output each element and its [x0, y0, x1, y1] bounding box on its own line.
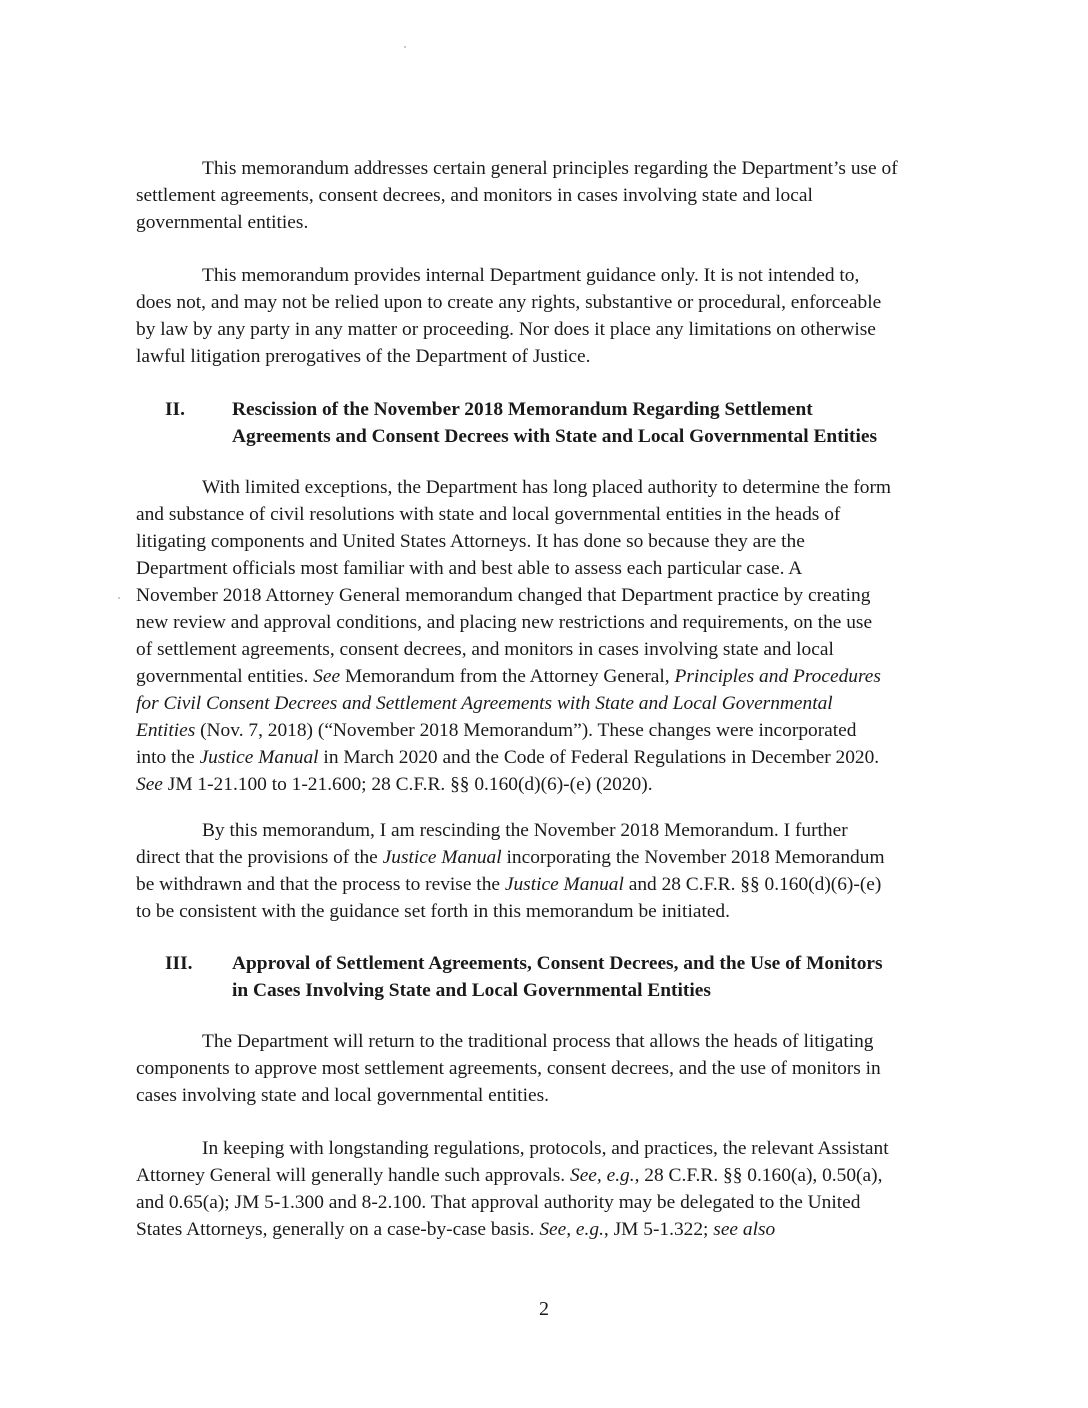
paragraph-line: of settlement agreements, consent decrees, and monitors in cases involving state and local	[136, 639, 834, 660]
paragraph-traditional-process	[136, 1028, 966, 1109]
section-title-line: Agreements and Consent Decrees with State and Local Governmental Entities	[232, 426, 878, 447]
text-run: (Nov. 7, 2018) (“November 2018 Memorandum”). These changes were incorporated	[195, 720, 857, 741]
scan-speck	[118, 597, 120, 599]
paragraph-line: This memorandum provides internal Department guidance only. It is not intended to,	[202, 265, 860, 286]
citation-signal: See	[313, 666, 341, 687]
paragraph-line	[136, 871, 966, 898]
paragraph-line: November 2018 Attorney General memorandum changed that Department practice by creating	[136, 585, 871, 606]
paragraph-line: By this memorandum, I am rescinding the November 2018 Memorandum. I further	[202, 820, 848, 841]
text-run: incorporating the November 2018 Memorandum	[501, 847, 885, 868]
paragraph-line	[136, 663, 966, 690]
memo-title: Entities	[136, 720, 196, 741]
section-heading-iii	[165, 950, 965, 1006]
paragraph-background	[136, 474, 966, 798]
paragraph-line: In keeping with longstanding regulations, protocols, and practices, the relevant Assistant	[202, 1138, 889, 1159]
text-run: Memorandum from the Attorney General,	[340, 666, 675, 687]
paragraph-line	[136, 1216, 966, 1243]
paragraph-line	[136, 744, 966, 771]
paragraph-line: to be consistent with the guidance set forth in this memorandum be initiated.	[136, 901, 730, 922]
section-number: II.	[165, 399, 185, 420]
paragraph-line	[136, 717, 966, 744]
citation-signal: See, e.g.	[539, 1219, 604, 1240]
paragraph-line: and 0.65(a); JM 5-1.300 and 8-2.100. That approval authority may be delegated to the United	[136, 1192, 861, 1213]
paragraph-line: by law by any party in any matter or proceeding. Nor does it place any limitations on otherwise	[136, 319, 876, 340]
text-run: , 28 C.F.R. §§ 0.160(a), 0.50(a),	[634, 1165, 883, 1186]
memo-title: Principles and Procedures	[674, 666, 881, 687]
paragraph-line: components to approve most settlement agreements, consent decrees, and the use of monitors in	[136, 1058, 881, 1079]
paragraph-line: This memorandum addresses certain general principles regarding the Department’s use of	[202, 158, 898, 179]
text-run: in March 2020 and the Code of Federal Regulations in December 2020.	[318, 747, 880, 768]
paragraph-line: new review and approval conditions, and placing new restrictions and requirements, on the use	[136, 612, 873, 633]
text-run: direct that the provisions of the	[136, 847, 383, 868]
publication-title: Justice Manual	[504, 874, 624, 895]
citation-signal: See, e.g.	[570, 1165, 635, 1186]
section-title-line: Rescission of the November 2018 Memorandum Regarding Settlement	[232, 399, 813, 420]
section-number: III.	[165, 953, 193, 974]
paragraph-disclaimer	[136, 262, 966, 370]
text-run: , JM 5-1.322;	[603, 1219, 714, 1240]
paragraph-line: governmental entities.	[136, 212, 309, 233]
section-heading-ii	[165, 396, 965, 452]
paragraph-line: settlement agreements, consent decrees, and monitors in cases involving state and local	[136, 185, 813, 206]
paragraph-line: cases involving state and local governmental entities.	[136, 1085, 550, 1106]
paragraph-line: and substance of civil resolutions with state and local governmental entities in the heads of	[136, 504, 841, 525]
paragraph-line: lawful litigation prerogatives of the Department of Justice.	[136, 346, 591, 367]
paragraph-line	[136, 771, 966, 798]
section-title-line: Approval of Settlement Agreements, Consent Decrees, and the Use of Monitors	[232, 953, 883, 974]
section-title-line: in Cases Involving State and Local Governmental Entities	[232, 980, 711, 1001]
memo-title: for Civil Consent Decrees and Settlement Agreements with State and Local Governmental	[136, 693, 833, 714]
paragraph-line: does not, and may not be relied upon to create any rights, substantive or procedural, enforceable	[136, 292, 882, 313]
text-run: JM 1-21.100 to 1-21.600; 28 C.F.R. §§ 0.160(d)(6)-(e) (2020).	[162, 774, 653, 795]
citation-signal: See	[136, 774, 163, 795]
text-run: States Attorneys, generally on a case-by-case basis.	[136, 1219, 540, 1240]
paragraph-line: litigating components and United States Attorneys. It has done so because they are the	[136, 531, 805, 552]
paragraph-purpose	[136, 155, 966, 236]
paragraph-approval-authority	[136, 1135, 966, 1243]
paragraph-line: The Department will return to the traditional process that allows the heads of litigating	[202, 1031, 874, 1052]
publication-title: Justice Manual	[199, 747, 319, 768]
text-run: Attorney General will generally handle such approvals.	[136, 1165, 570, 1186]
paragraph-line	[136, 1162, 966, 1189]
text-run: be withdrawn and that the process to revise the	[136, 874, 505, 895]
paragraph-line	[136, 690, 966, 717]
publication-title: Justice Manual	[382, 847, 502, 868]
text-run: and 28 C.F.R. §§ 0.160(d)(6)-(e)	[623, 874, 882, 895]
paragraph-rescission	[136, 817, 966, 925]
citation-signal: see also	[713, 1219, 776, 1240]
text-run: into the	[136, 747, 200, 768]
scan-speck	[404, 46, 406, 48]
paragraph-line	[136, 844, 966, 871]
text-run: governmental entities.	[136, 666, 314, 687]
page-number: 2	[539, 1298, 549, 1320]
paragraph-line: Department officials most familiar with and best able to assess each particular case. A	[136, 558, 803, 579]
paragraph-line: With limited exceptions, the Department has long placed authority to determine the form	[202, 477, 892, 498]
